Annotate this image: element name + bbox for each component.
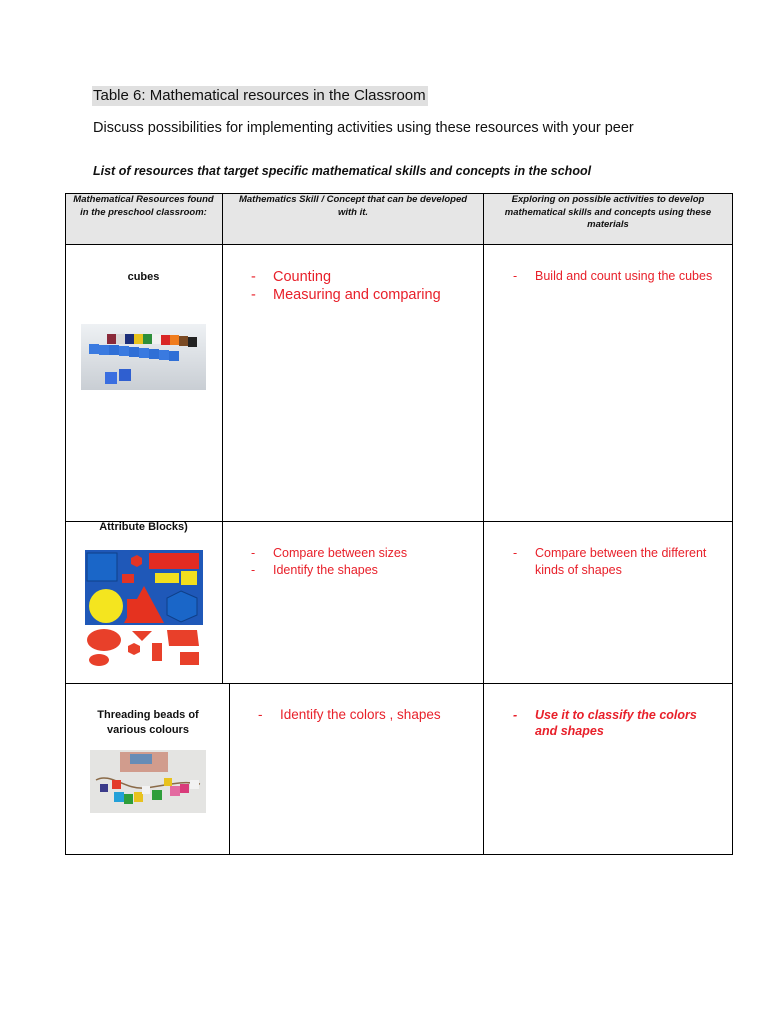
attribute-blocks-image (84, 549, 206, 667)
column-divider (222, 193, 223, 684)
table-title: Table 6: Mathematical resources in the Classroom (93, 87, 426, 104)
list-item: - Compare between the different kinds of shapes (513, 545, 723, 579)
activities-list (513, 707, 713, 739)
instruction-text: Discuss possibilities for implementing activities using these resources with your peer (93, 120, 634, 136)
threading-beads-image (90, 750, 206, 813)
activities-list (513, 545, 723, 579)
skills-list (251, 545, 476, 579)
list-item: - Measuring and comparing (251, 286, 476, 304)
resource-label: Attribute Blocks) (99, 521, 188, 533)
table-border-bottom (65, 854, 733, 855)
activities-list (513, 268, 728, 285)
resource-label: cubes (127, 271, 160, 283)
header-skill: Mathematics Skill / Concept that can be developed with it. (238, 194, 468, 218)
list-item: - Counting (251, 268, 476, 286)
list-item: - Identify the shapes (251, 562, 476, 579)
column-divider (229, 683, 230, 855)
row-divider (65, 244, 733, 245)
skills-list (258, 706, 478, 724)
list-item: - Build and count using the cubes (513, 268, 728, 285)
header-resources: Mathematical Resources found in the preschool classroom: (73, 194, 214, 218)
column-divider (483, 193, 484, 855)
skills-list (251, 268, 476, 304)
list-item: - Use it to classify the colors and shapes (513, 707, 713, 739)
resources-table (65, 193, 733, 855)
resource-label: Threading beads of various colours (97, 709, 199, 736)
list-item: - Compare between sizes (251, 545, 476, 562)
cubes-image (81, 324, 206, 390)
list-heading: List of resources that target specific mathematical skills and concepts in the school (93, 164, 592, 178)
table-border-right (732, 193, 733, 855)
header-activities: Exploring on possible activities to develop mathematical skills and concepts using these materials (504, 194, 712, 230)
row-divider (65, 683, 733, 684)
list-item: - Identify the colors , shapes (258, 706, 478, 724)
